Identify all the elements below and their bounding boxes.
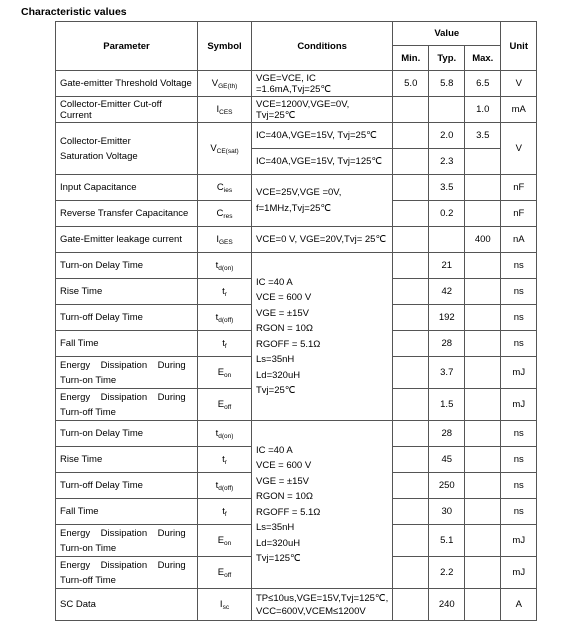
table-row [56,123,537,149]
min-cell [393,421,429,447]
unit-cell: A [501,589,537,621]
typ-cell: 28 [429,421,465,447]
table-row [56,421,537,447]
symbol-cell: $t_r$ [198,447,252,473]
typ-cell: 45 [429,447,465,473]
symbol-cell: $E_{on}$ [198,525,252,557]
table-row [56,253,537,279]
max-cell [465,589,501,621]
typ-cell: 1.5 [429,389,465,421]
param-cell: Gate-emitter Threshold Voltage [56,71,198,97]
max-cell [465,389,501,421]
typ-cell: 250 [429,473,465,499]
typ-cell: 0.2 [429,201,465,227]
unit-cell: mJ [501,525,537,557]
condition-cell: VCE=25V,VGE =0V, f=1MHz,Tvj=25℃ [252,175,393,227]
typ-cell: 5.8 [429,71,465,97]
max-cell [465,305,501,331]
unit-cell: nA [501,227,537,253]
header-value: Value [393,22,501,46]
param-cell: Turn-off Delay Time [56,305,198,331]
section-title: Characteristic values [21,6,127,18]
unit-cell: ns [501,331,537,357]
param-cell: Energy Dissipation During Turn-off Time [56,389,198,421]
min-cell [393,525,429,557]
min-cell [393,97,429,123]
param-cell: SC Data [56,589,198,621]
typ-cell [429,97,465,123]
min-cell [393,473,429,499]
min-cell [393,447,429,473]
switching-conditions-125: IC =40 A VCE = 600 V VGE = ±15V RGON = 10Ω RGOFF = 5.1Ω Ls=35nH Ld=320uH Tvj=125℃ [252,421,393,589]
condition-cell: VGE=VCE, IC =1.6mA,Tvj=25℃ [252,71,393,97]
typ-cell: 2.3 [429,149,465,175]
typ-cell: 42 [429,279,465,305]
symbol-cell: $V_{GE(th)}$ [198,71,252,97]
unit-cell: ns [501,447,537,473]
symbol-cell: $t_f$ [198,331,252,357]
typ-cell: 5.1 [429,525,465,557]
param-cell: Turn-on Delay Time [56,421,198,447]
symbol-cell: $t_{d(off)}$ [198,305,252,331]
min-cell [393,123,429,149]
typ-cell: 3.7 [429,357,465,389]
symbol-cell: $t_f$ [198,499,252,525]
typ-cell [429,227,465,253]
unit-cell: ns [501,253,537,279]
param-cell: Fall Time [56,331,198,357]
max-cell [465,557,501,589]
header-typ: Typ. [429,46,465,71]
min-cell [393,557,429,589]
param-cell: Input Capacitance [56,175,198,201]
symbol-cell: $E_{on}$ [198,357,252,389]
header-min: Min. [393,46,429,71]
min-cell [393,389,429,421]
max-cell [465,201,501,227]
unit-cell: ns [501,473,537,499]
symbol-cell: $C_{res}$ [198,201,252,227]
min-cell [393,357,429,389]
typ-cell: 30 [429,499,465,525]
max-cell [465,253,501,279]
header-conditions: Conditions [252,22,393,71]
typ-cell: 3.5 [429,175,465,201]
param-cell: Collector-Emitter Saturation Voltage [56,123,198,175]
max-cell [465,525,501,557]
symbol-cell: $I_{CES}$ [198,97,252,123]
header-row-1 [56,22,537,46]
condition-cell: IC=40A,VGE=15V, Tvj=125℃ [252,149,393,175]
symbol-cell: $t_{d(on)}$ [198,421,252,447]
symbol-cell: $I_{sc}$ [198,589,252,621]
max-cell: 400 [465,227,501,253]
param-cell: Fall Time [56,499,198,525]
unit-cell: ns [501,279,537,305]
header-parameter: Parameter [56,22,198,71]
max-cell [465,473,501,499]
param-cell: Turn-on Delay Time [56,253,198,279]
unit-cell: V [501,71,537,97]
typ-cell: 240 [429,589,465,621]
max-cell: 6.5 [465,71,501,97]
min-cell [393,279,429,305]
table-row [56,71,537,97]
min-cell [393,227,429,253]
header-unit: Unit [501,22,537,71]
min-cell [393,589,429,621]
characteristics-table [55,21,537,621]
max-cell [465,447,501,473]
condition-cell: TP≤10us,VGE=15V,Tvj=125℃, VCC=600V,VCEM≤1200V [252,589,393,621]
table-row [56,227,537,253]
table-row [56,175,537,201]
max-cell: 3.5 [465,123,501,149]
max-cell: 1.0 [465,97,501,123]
min-cell [393,499,429,525]
min-cell [393,149,429,175]
symbol-cell: $C_{ies}$ [198,175,252,201]
param-cell: Energy Dissipation During Turn-on Time [56,357,198,389]
condition-cell: VCE=1200V,VGE=0V, Tvj=25℃ [252,97,393,123]
param-cell: Rise Time [56,279,198,305]
switching-conditions-25: IC =40 A VCE = 600 V VGE = ±15V RGON = 10Ω RGOFF = 5.1Ω Ls=35nH Ld=320uH Tvj=25℃ [252,253,393,421]
unit-cell: mA [501,97,537,123]
param-cell: Energy Dissipation During Turn-off Time [56,557,198,589]
min-cell [393,305,429,331]
max-cell [465,421,501,447]
param-cell: Energy Dissipation During Turn-on Time [56,525,198,557]
typ-cell: 192 [429,305,465,331]
symbol-cell: $V_{CE(sat)}$ [198,123,252,175]
max-cell [465,279,501,305]
min-cell: 5.0 [393,71,429,97]
symbol-cell: $t_{d(on)}$ [198,253,252,279]
typ-cell: 2.0 [429,123,465,149]
typ-cell: 2.2 [429,557,465,589]
min-cell [393,175,429,201]
header-symbol: Symbol [198,22,252,71]
table-row [56,97,537,123]
param-cell: Collector-Emitter Cut-off Current [56,97,198,123]
header-max: Max. [465,46,501,71]
condition-cell: IC=40A,VGE=15V, Tvj=25℃ [252,123,393,149]
min-cell [393,253,429,279]
table-row [56,589,537,621]
unit-cell: nF [501,175,537,201]
unit-cell: ns [501,499,537,525]
typ-cell: 28 [429,331,465,357]
unit-cell: mJ [501,389,537,421]
unit-cell: mJ [501,557,537,589]
min-cell [393,331,429,357]
param-cell: Gate-Emitter leakage current [56,227,198,253]
param-cell: Reverse Transfer Capacitance [56,201,198,227]
symbol-cell: $I_{GES}$ [198,227,252,253]
unit-cell: ns [501,421,537,447]
max-cell [465,149,501,175]
max-cell [465,499,501,525]
condition-cell: VCE=0 V, VGE=20V,Tvj= 25℃ [252,227,393,253]
unit-cell: V [501,123,537,175]
max-cell [465,331,501,357]
max-cell [465,175,501,201]
typ-cell: 21 [429,253,465,279]
symbol-cell: $t_r$ [198,279,252,305]
unit-cell: ns [501,305,537,331]
max-cell [465,357,501,389]
param-cell: Rise Time [56,447,198,473]
symbol-cell: $t_{d(off)}$ [198,473,252,499]
min-cell [393,201,429,227]
symbol-cell: $E_{off}$ [198,389,252,421]
unit-cell: nF [501,201,537,227]
param-cell: Turn-off Delay Time [56,473,198,499]
symbol-cell: $E_{off}$ [198,557,252,589]
unit-cell: mJ [501,357,537,389]
